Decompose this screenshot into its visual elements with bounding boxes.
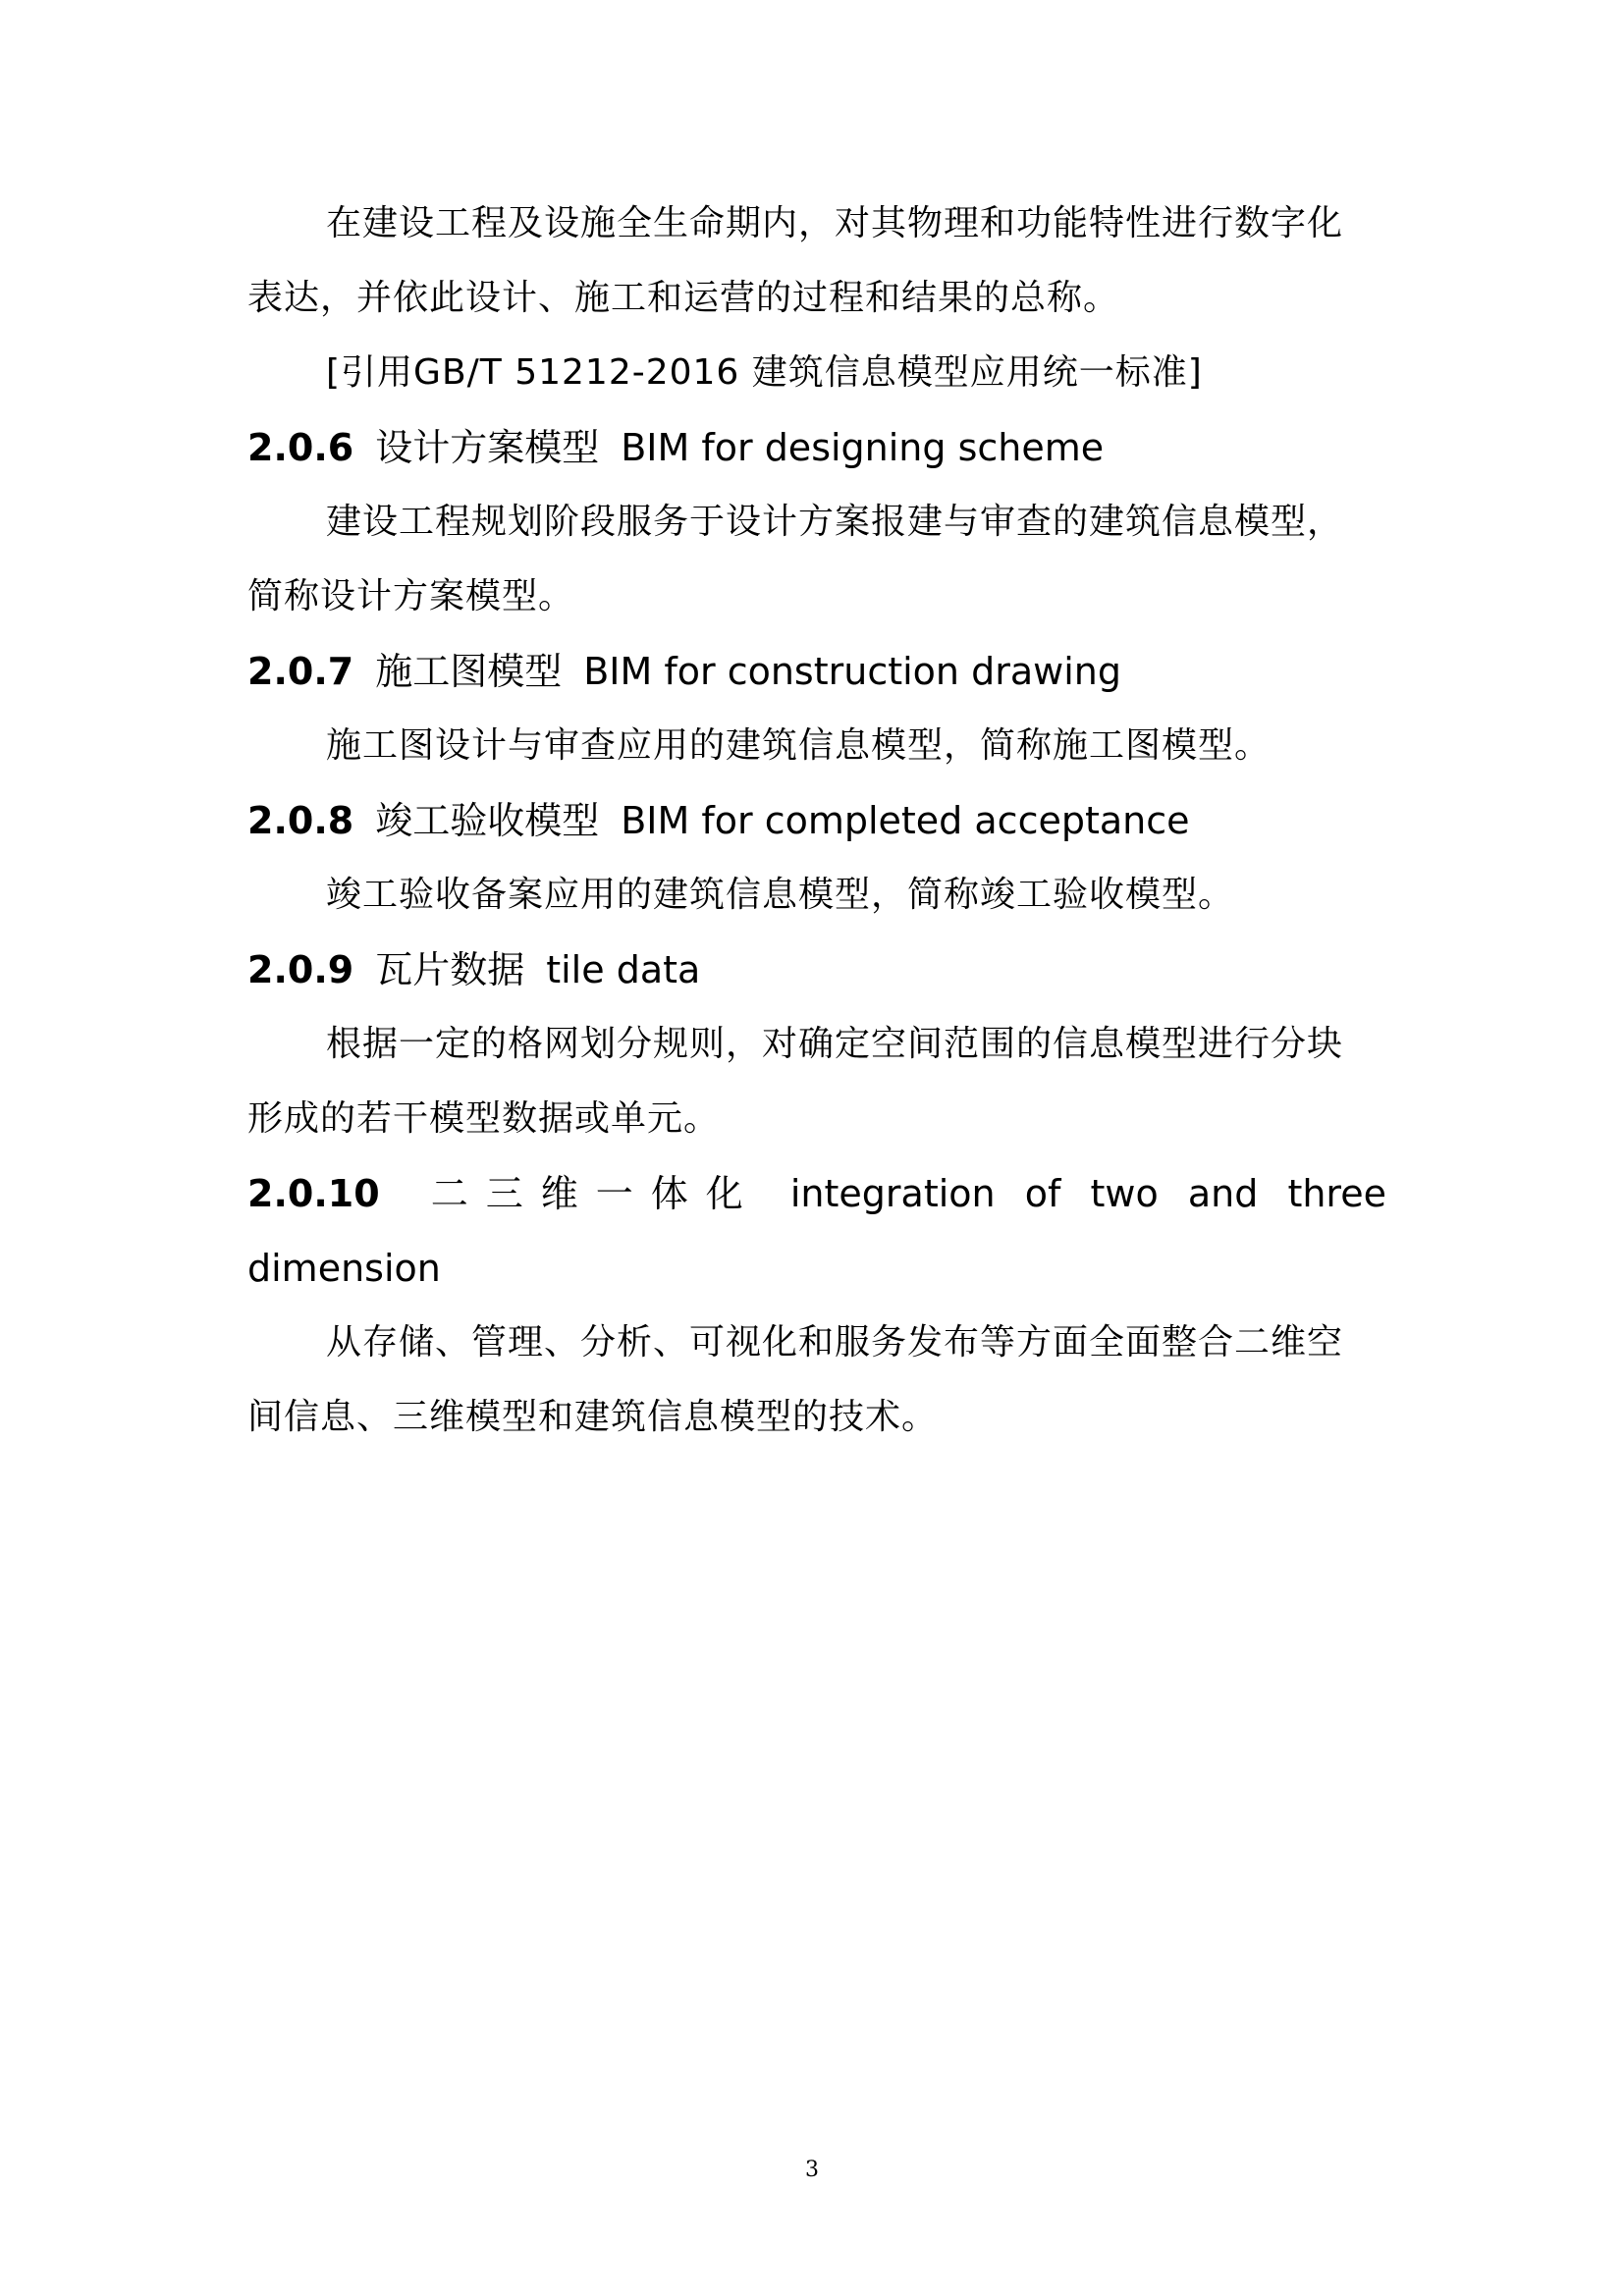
term-heading-continuation: [247, 1231, 1386, 1306]
term-title-en-line2: dimension: [247, 1247, 441, 1290]
term-title-en-word: of: [1024, 1172, 1061, 1215]
term-definition-line: 从存储、管理、分析、可视化和服务发布等方面全面整合二维空: [326, 1322, 1344, 1362]
term-number: 2.0.10: [247, 1172, 380, 1215]
citation: [引用GB/T 51212-2016 建筑信息模型应用统一标准]: [326, 352, 1203, 393]
term-title-zh: 施工图模型: [375, 650, 563, 693]
term-title-en: BIM for designing scheme: [621, 426, 1105, 469]
term-heading-2-0-8: [247, 783, 1386, 858]
term-title-en: tile data: [546, 948, 701, 991]
definition-text-line: 表达，并依此设计、施工和运营的过程和结果的总称。: [247, 278, 1120, 318]
term-number: 2.0.9: [247, 948, 354, 991]
term-title-en: BIM for completed acceptance: [621, 799, 1190, 842]
term-number: 2.0.7: [247, 650, 354, 693]
term-title-en-word: three: [1287, 1172, 1386, 1215]
term-heading-2-0-6: [247, 410, 1386, 485]
term-title-en: BIM for construction drawing: [583, 650, 1121, 693]
term-title-en-word: integration: [789, 1172, 996, 1215]
term-definition-line: 施工图设计与审查应用的建筑信息模型，简称施工图模型。: [326, 725, 1272, 766]
term-definition-line: 形成的若干模型数据或单元。: [247, 1098, 721, 1139]
term-definition-line: 间信息、三维模型和建筑信息模型的技术。: [247, 1397, 939, 1437]
term-title-zh: 设计方案模型: [375, 426, 600, 469]
page-number: 3: [805, 2158, 819, 2182]
definition-text-line: 在建设工程及设施全生命期内，对其物理和功能特性进行数字化: [326, 203, 1344, 243]
term-definition-line: 根据一定的格网划分规则，对确定空间范围的信息模型进行分块: [326, 1024, 1344, 1064]
term-heading-2-0-10: [247, 1156, 1386, 1231]
term-title-zh: 竣工验收模型: [375, 799, 600, 842]
term-definition-line: 建设工程规划阶段服务于设计方案报建与审查的建筑信息模型，: [326, 502, 1344, 542]
term-heading-2-0-7: [247, 634, 1386, 709]
term-definition-line: 竣工验收备案应用的建筑信息模型，简称竣工验收模型。: [326, 875, 1235, 915]
term-number: 2.0.6: [247, 426, 354, 469]
term-title-zh: 瓦片数据: [375, 948, 525, 991]
term-number: 2.0.8: [247, 799, 354, 842]
term-definition-line: 简称设计方案模型。: [247, 576, 575, 616]
page-content: [247, 187, 1386, 1455]
term-title-en-word: and: [1187, 1172, 1259, 1215]
term-heading-2-0-9: [247, 933, 1386, 1007]
term-title-zh: 二三维一体化: [430, 1172, 761, 1215]
term-title-en-word: two: [1090, 1172, 1159, 1215]
